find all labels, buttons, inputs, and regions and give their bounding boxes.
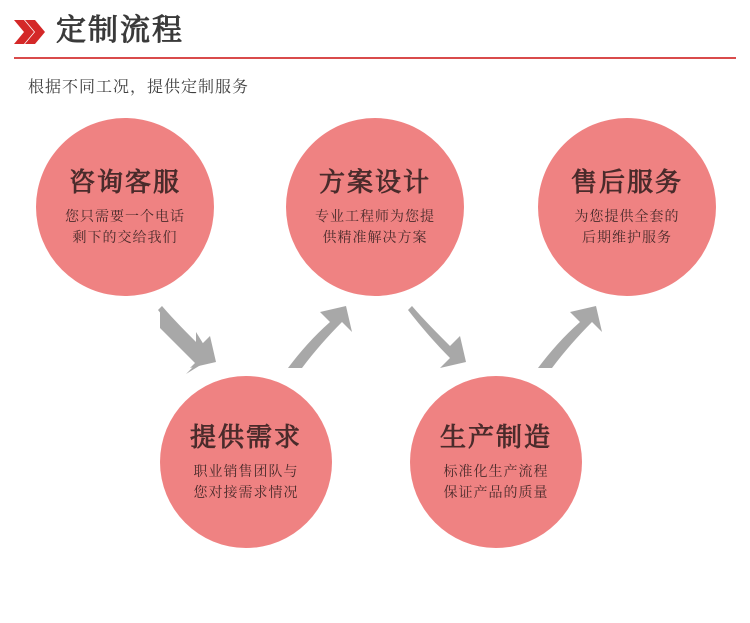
process-node-description-line: 您只需要一个电话: [65, 208, 185, 224]
header-divider: [14, 57, 736, 59]
arrow-requirement-to-design: [288, 306, 352, 368]
process-node-description: [65, 206, 185, 248]
process-node-title: 方案设计: [318, 167, 431, 197]
process-node-requirement[interactable]: [160, 376, 332, 548]
page-subtitle: 根据不同工况，提供定制服务: [28, 79, 250, 96]
process-node-after-sales[interactable]: [538, 118, 716, 296]
process-node-description-line: 标准化生产流程: [443, 463, 549, 479]
arrow-design-to-production: [408, 306, 466, 368]
process-node-description: [575, 206, 680, 248]
arrow-production-to-after-sales: [538, 306, 602, 368]
arrow-consult-to-requirement: [158, 306, 216, 374]
process-node-description-line: 剩下的交给我们: [72, 229, 178, 245]
process-node-title: 咨询客服: [68, 167, 181, 197]
process-node-description-line: 保证产品的质量: [443, 484, 549, 500]
process-node-description-line: 为您提供全套的: [574, 208, 680, 224]
process-node-title: 售后服务: [570, 167, 683, 197]
process-node-description-line: 供精准解决方案: [322, 229, 428, 245]
process-node-description: [444, 461, 549, 503]
process-node-title: 提供需求: [189, 422, 302, 452]
process-node-description-line: 您对接需求情况: [193, 484, 299, 500]
process-node-design[interactable]: [286, 118, 464, 296]
process-node-description-line: 职业销售团队与: [193, 463, 299, 479]
process-flow-diagram: [0, 100, 750, 623]
page-title: 定制流程: [56, 14, 184, 47]
process-node-description-line: 后期维护服务: [582, 229, 672, 245]
process-node-description: [194, 461, 299, 503]
double-chevron-right-icon: [14, 20, 50, 44]
page-header: [0, 0, 750, 96]
process-node-description-line: 专业工程师为您提: [315, 208, 435, 224]
process-node-description: [315, 206, 435, 248]
process-node-title: 生产制造: [439, 422, 552, 452]
process-node-consult[interactable]: [36, 118, 214, 296]
process-node-production[interactable]: [410, 376, 582, 548]
